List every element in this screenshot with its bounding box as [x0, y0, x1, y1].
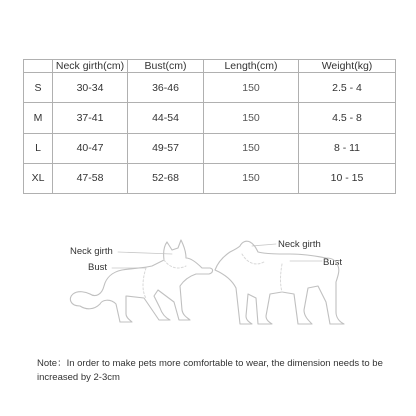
dog-bust-label: Bust — [323, 257, 343, 268]
cat-neck-girth-label: Neck girth — [70, 246, 113, 257]
pet-measurement-illustration — [60, 232, 360, 332]
table-row — [24, 133, 396, 163]
bust-cell: 36-46 — [128, 73, 204, 103]
neck-cell: 37-41 — [53, 103, 128, 133]
bust-cell: 52-68 — [128, 163, 204, 193]
weight-cell: 2.5 - 4 — [299, 73, 396, 103]
dog-neck-girth-label: Neck girth — [278, 239, 321, 250]
table-row — [24, 103, 396, 133]
header-length: Length(cm) — [204, 60, 299, 73]
dog-neck-pointer — [252, 244, 276, 246]
size-cell: S — [24, 73, 53, 103]
neck-cell: 47-58 — [53, 163, 128, 193]
size-cell: XL — [24, 163, 53, 193]
length-cell: 150 — [204, 103, 299, 133]
header-bust: Bust(cm) — [128, 60, 204, 73]
weight-cell: 10 - 15 — [299, 163, 396, 193]
weight-cell: 8 - 11 — [299, 133, 396, 163]
header-weight: Weight(kg) — [299, 60, 396, 73]
dog-silhouette — [215, 241, 344, 324]
weight-cell: 4.5 - 8 — [299, 103, 396, 133]
sizing-note: Note：In order to make pets more comfortable to wear, the dimension needs to be increased by 2-3cm — [37, 358, 383, 383]
cat-silhouette — [70, 240, 212, 322]
table-header-row — [24, 60, 396, 73]
header-neck-girth: Neck girth(cm) — [53, 60, 128, 73]
table-row — [24, 73, 396, 103]
dog-bust-band — [281, 264, 283, 292]
bust-cell: 44-54 — [128, 103, 204, 133]
size-chart-table — [23, 59, 396, 194]
length-cell: 150 — [204, 73, 299, 103]
header-size — [24, 60, 53, 73]
cat-bust-label: Bust — [88, 262, 108, 273]
length-cell: 150 — [204, 163, 299, 193]
size-cell: M — [24, 103, 53, 133]
table-row — [24, 163, 396, 193]
bust-cell: 49-57 — [128, 133, 204, 163]
neck-cell: 40-47 — [53, 133, 128, 163]
length-cell: 150 — [204, 133, 299, 163]
dog-neck-band — [242, 254, 264, 264]
neck-cell: 30-34 — [53, 73, 128, 103]
cat-bust-band — [143, 268, 146, 298]
size-cell: L — [24, 133, 53, 163]
cat-neck-band — [164, 260, 186, 268]
